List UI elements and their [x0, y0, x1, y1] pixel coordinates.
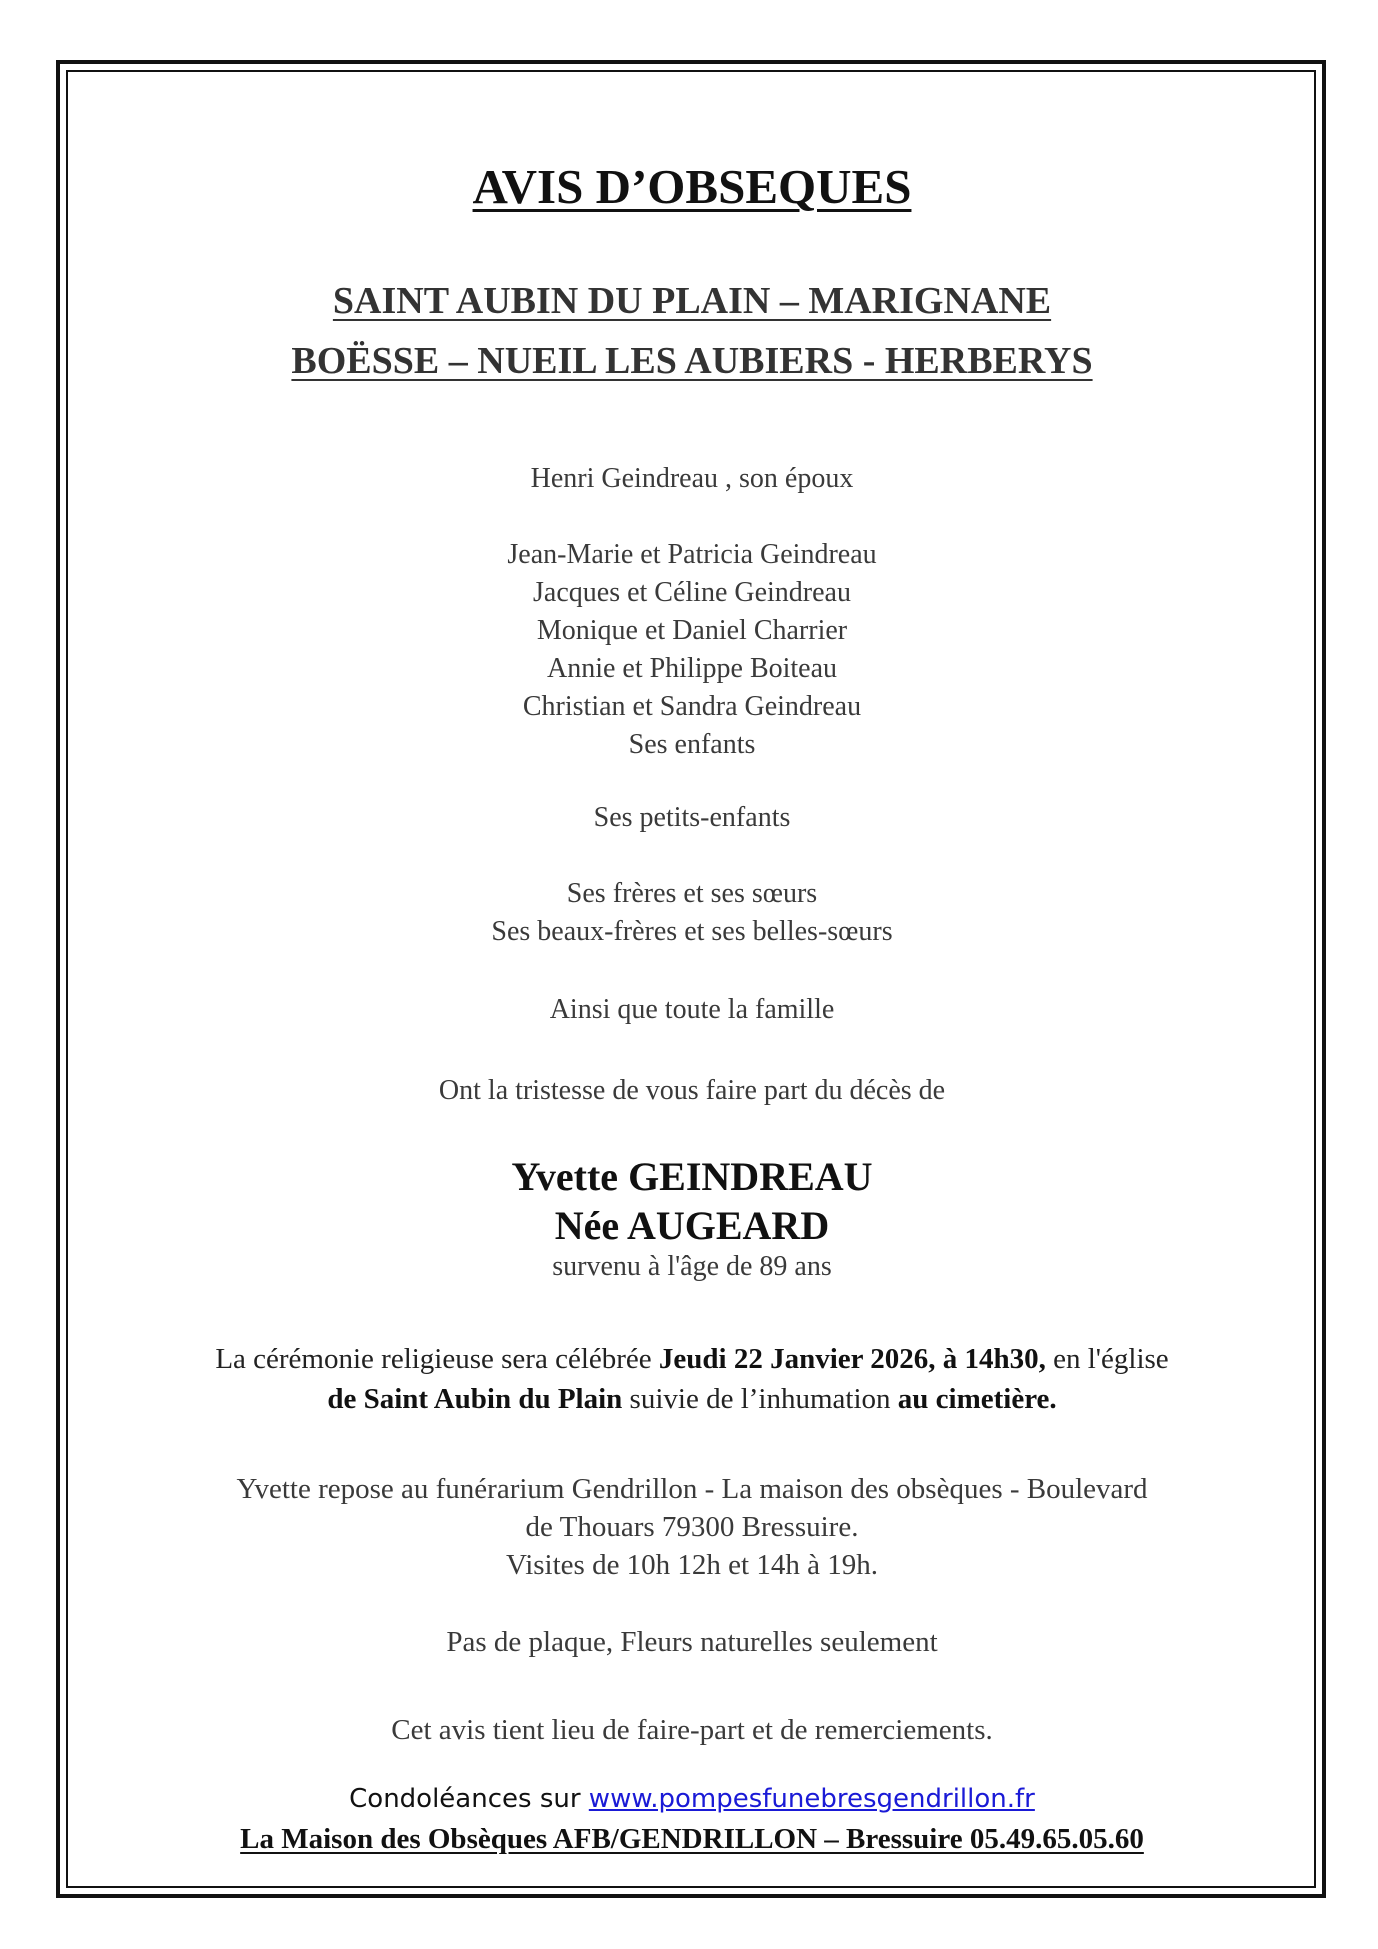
title-text: AVIS D’OBSEQUES	[472, 159, 912, 214]
burial-place: au cimetière.	[897, 1383, 1057, 1415]
ceremony-place: de Saint Aubin du Plain	[327, 1383, 623, 1415]
ceremony-date: Jeudi 22 Janvier 2026, à 14h30,	[658, 1343, 1046, 1375]
condolences-link[interactable]: www.pompesfunebresgendrillon.fr	[588, 1784, 1035, 1814]
